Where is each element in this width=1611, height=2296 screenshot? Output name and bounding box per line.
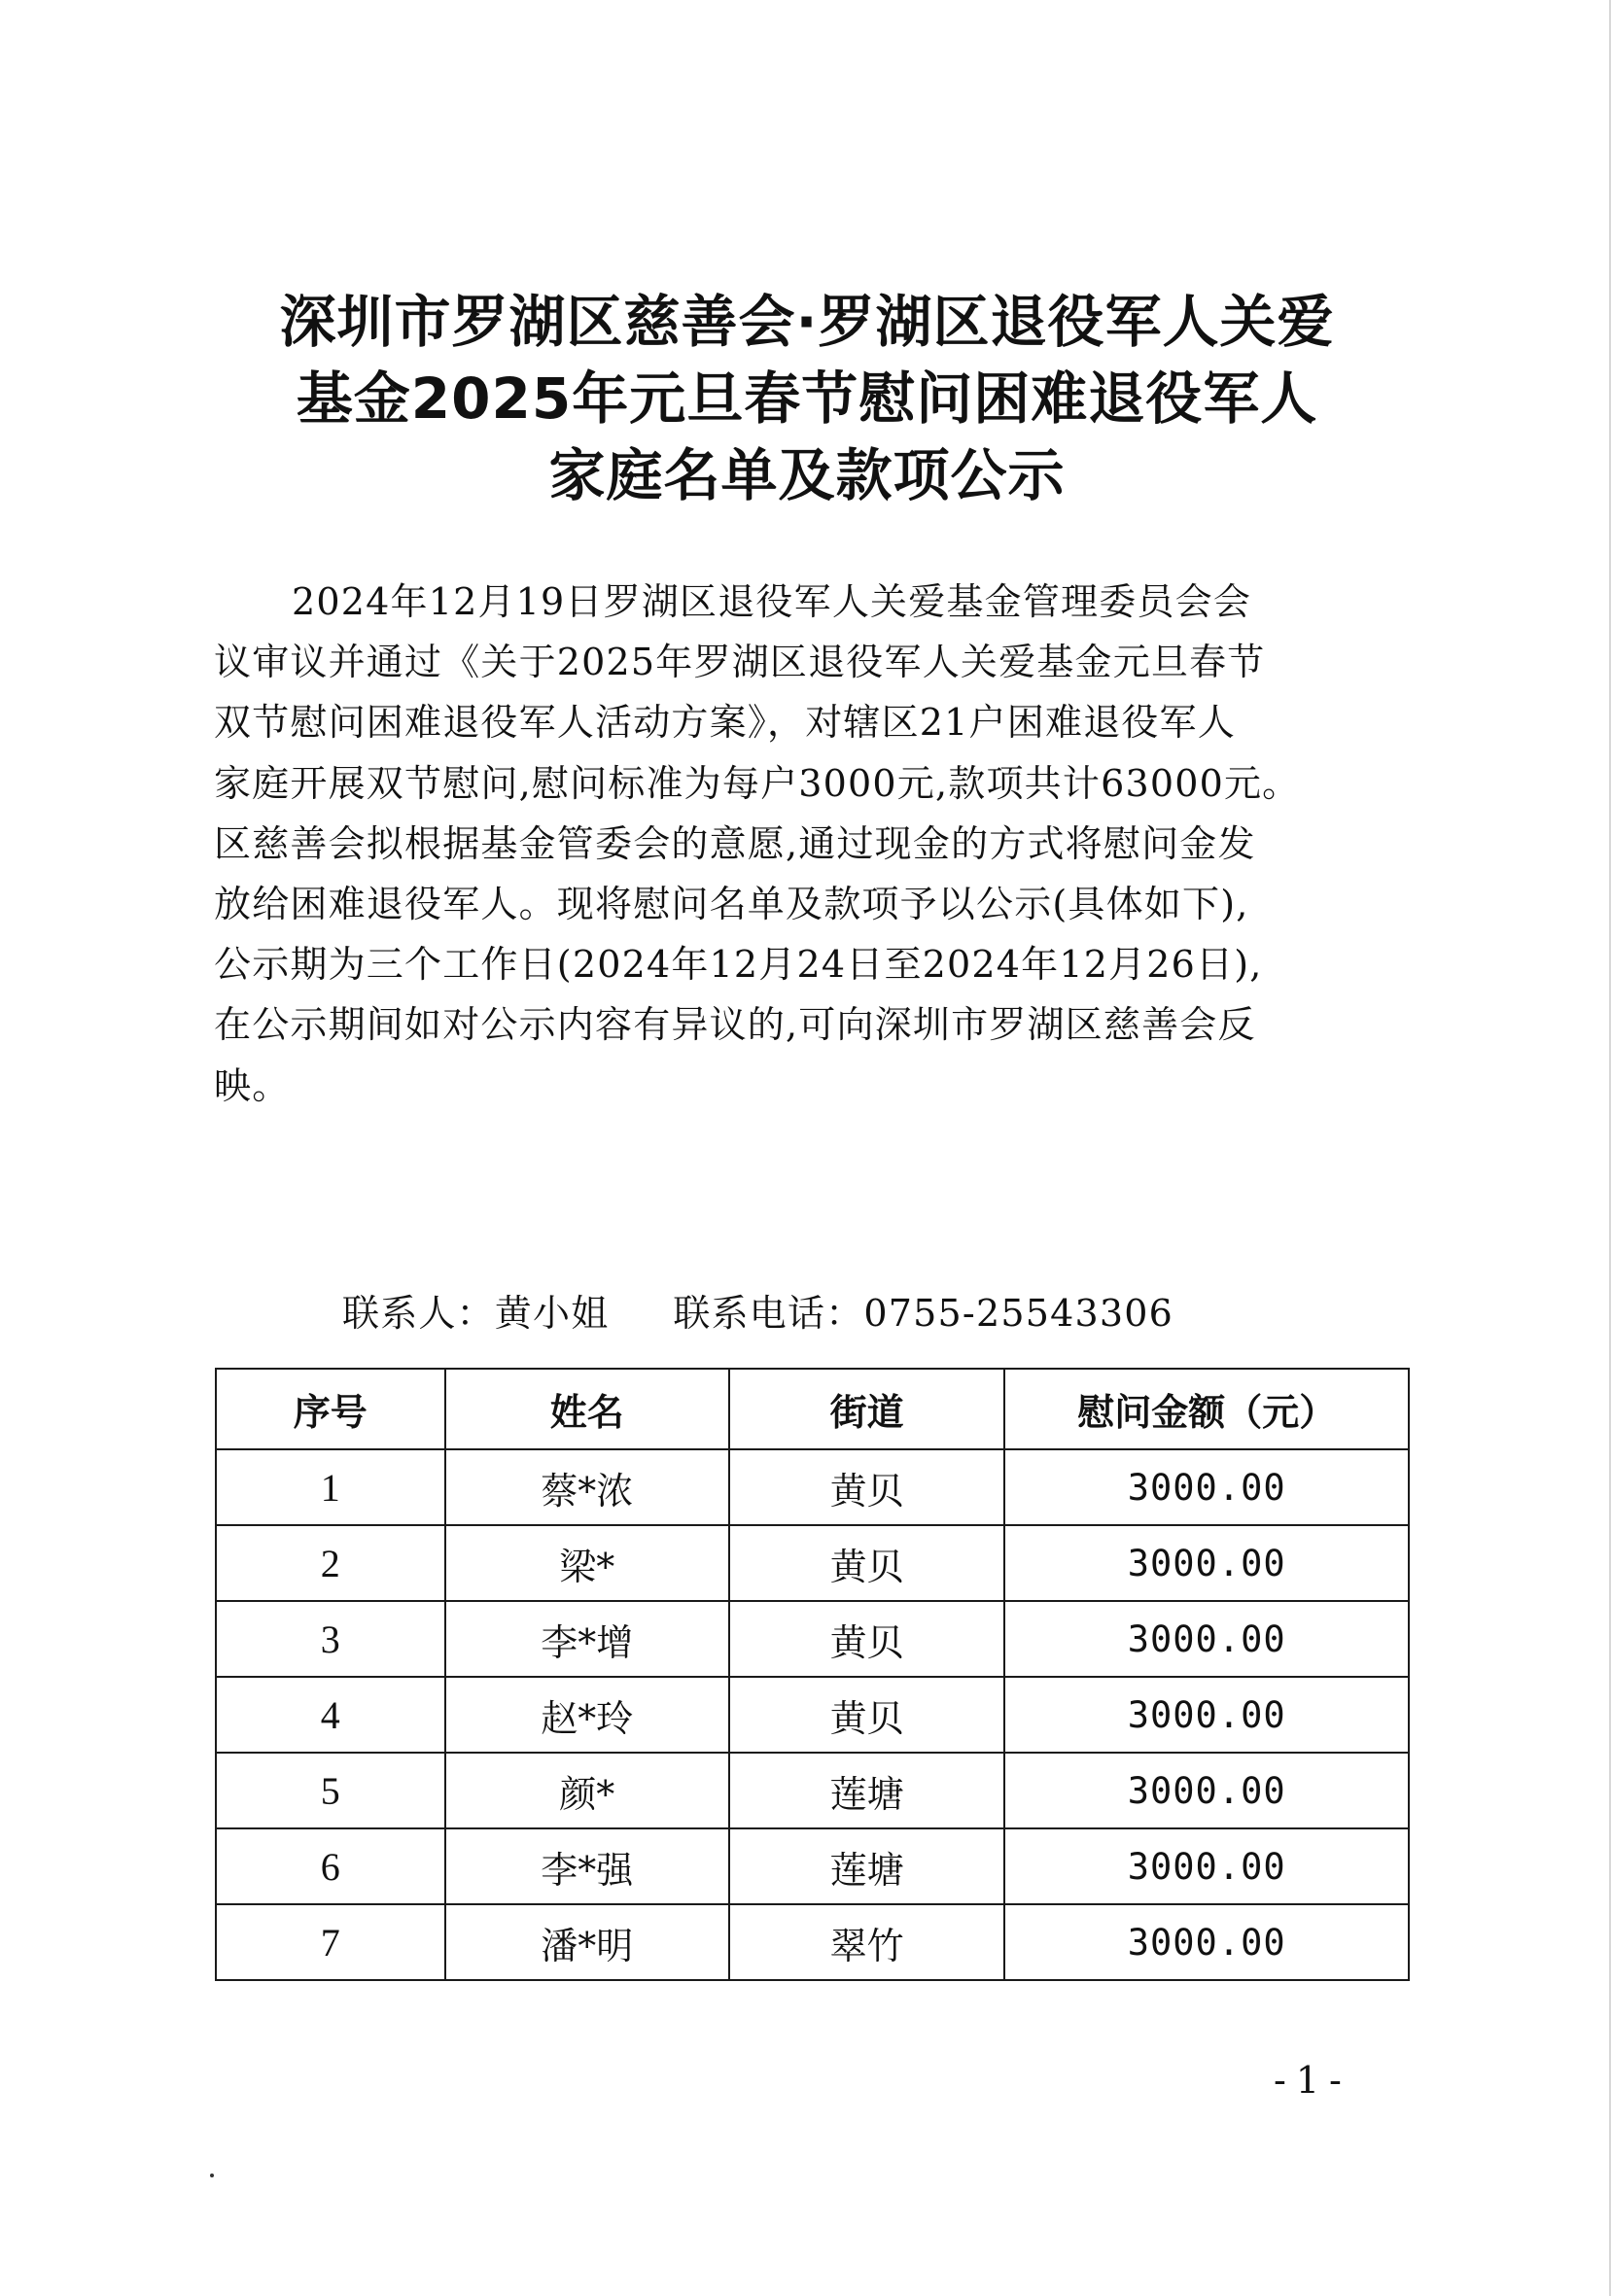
cell-seq: 5	[216, 1753, 445, 1828]
body-line: 双节慰问困难退役军人活动方案》，对辖区21户困难退役军人	[214, 701, 1236, 745]
title-line: 深圳市罗湖区慈善会·罗湖区退役军人关爱	[279, 289, 1335, 355]
cell-amount: 3000.00	[1004, 1449, 1409, 1525]
table-header-row	[216, 1369, 1409, 1449]
header-street: 街道	[729, 1369, 1004, 1449]
table-row	[216, 1601, 1409, 1677]
cell-amount: 3000.00	[1004, 1753, 1409, 1828]
cell-amount: 3000.00	[1004, 1904, 1409, 1980]
body-line: 区慈善会拟根据基金管委会的意愿,通过现金的方式将慰问金发	[214, 821, 1256, 865]
table-row	[216, 1677, 1409, 1753]
cell-seq: 1	[216, 1449, 445, 1525]
body-line: 公示期为三个工作日(2024年12月24日至2024年12月26日),	[214, 943, 1263, 987]
cell-seq: 6	[216, 1828, 445, 1904]
header-seq: 序号	[216, 1369, 445, 1449]
body-line: 议审议并通过《关于2025年罗湖区退役军人关爱基金元旦春节	[214, 641, 1266, 684]
table-row	[216, 1904, 1409, 1980]
cell-street: 莲塘	[729, 1753, 1004, 1828]
body-line: 2024年12月19日罗湖区退役军人关爱基金管理委员会会	[292, 580, 1252, 623]
cell-street: 莲塘	[729, 1828, 1004, 1904]
cell-amount: 3000.00	[1004, 1677, 1409, 1753]
cell-name: 潘*明	[445, 1904, 729, 1980]
cell-amount: 3000.00	[1004, 1601, 1409, 1677]
cell-name: 李*强	[445, 1828, 729, 1904]
body-line: 在公示期间如对公示内容有异议的,可向深圳市罗湖区慈善会反	[214, 1003, 1256, 1047]
cell-seq: 7	[216, 1904, 445, 1980]
title-line: 基金2025年元旦春节慰问困难退役军人	[296, 365, 1318, 432]
table-row	[216, 1449, 1409, 1525]
cell-seq: 3	[216, 1601, 445, 1677]
cell-name: 蔡*浓	[445, 1449, 729, 1525]
title-line: 家庭名单及款项公示	[548, 442, 1066, 508]
table-row	[216, 1753, 1409, 1828]
contact-person: 联系人：黄小姐	[342, 1292, 610, 1335]
cell-name: 赵*玲	[445, 1677, 729, 1753]
cell-amount: 3000.00	[1004, 1525, 1409, 1601]
cell-street: 翠竹	[729, 1904, 1004, 1980]
cell-name: 颜*	[445, 1753, 729, 1828]
cell-name: 李*增	[445, 1601, 729, 1677]
table-row	[216, 1828, 1409, 1904]
cell-street: 黄贝	[729, 1525, 1004, 1601]
header-name: 姓名	[445, 1369, 729, 1449]
cell-name: 梁*	[445, 1525, 729, 1601]
page-number: -1-	[1274, 2059, 1351, 2102]
header-amount: 慰问金额（元）	[1004, 1369, 1409, 1449]
cell-street: 黄贝	[729, 1601, 1004, 1677]
contact-phone: 联系电话：0755-25543306	[673, 1292, 1173, 1335]
body-line: 放给困难退役军人。现将慰问名单及款项予以公示(具体如下),	[214, 883, 1249, 926]
cell-street: 黄贝	[729, 1449, 1004, 1525]
cell-seq: 4	[216, 1677, 445, 1753]
body-line: 家庭开展双节慰问,慰问标准为每户3000元,款项共计63000元。	[214, 761, 1301, 805]
table-row	[216, 1525, 1409, 1601]
scan-speck	[210, 2174, 214, 2177]
cell-seq: 2	[216, 1525, 445, 1601]
document-title	[175, 284, 1439, 514]
cell-street: 黄贝	[729, 1677, 1004, 1753]
relief-table	[215, 1368, 1410, 1981]
announcement-body	[214, 572, 1410, 1116]
body-line: 映。	[214, 1063, 291, 1107]
cell-amount: 3000.00	[1004, 1828, 1409, 1904]
contact-info	[342, 1283, 1173, 1343]
